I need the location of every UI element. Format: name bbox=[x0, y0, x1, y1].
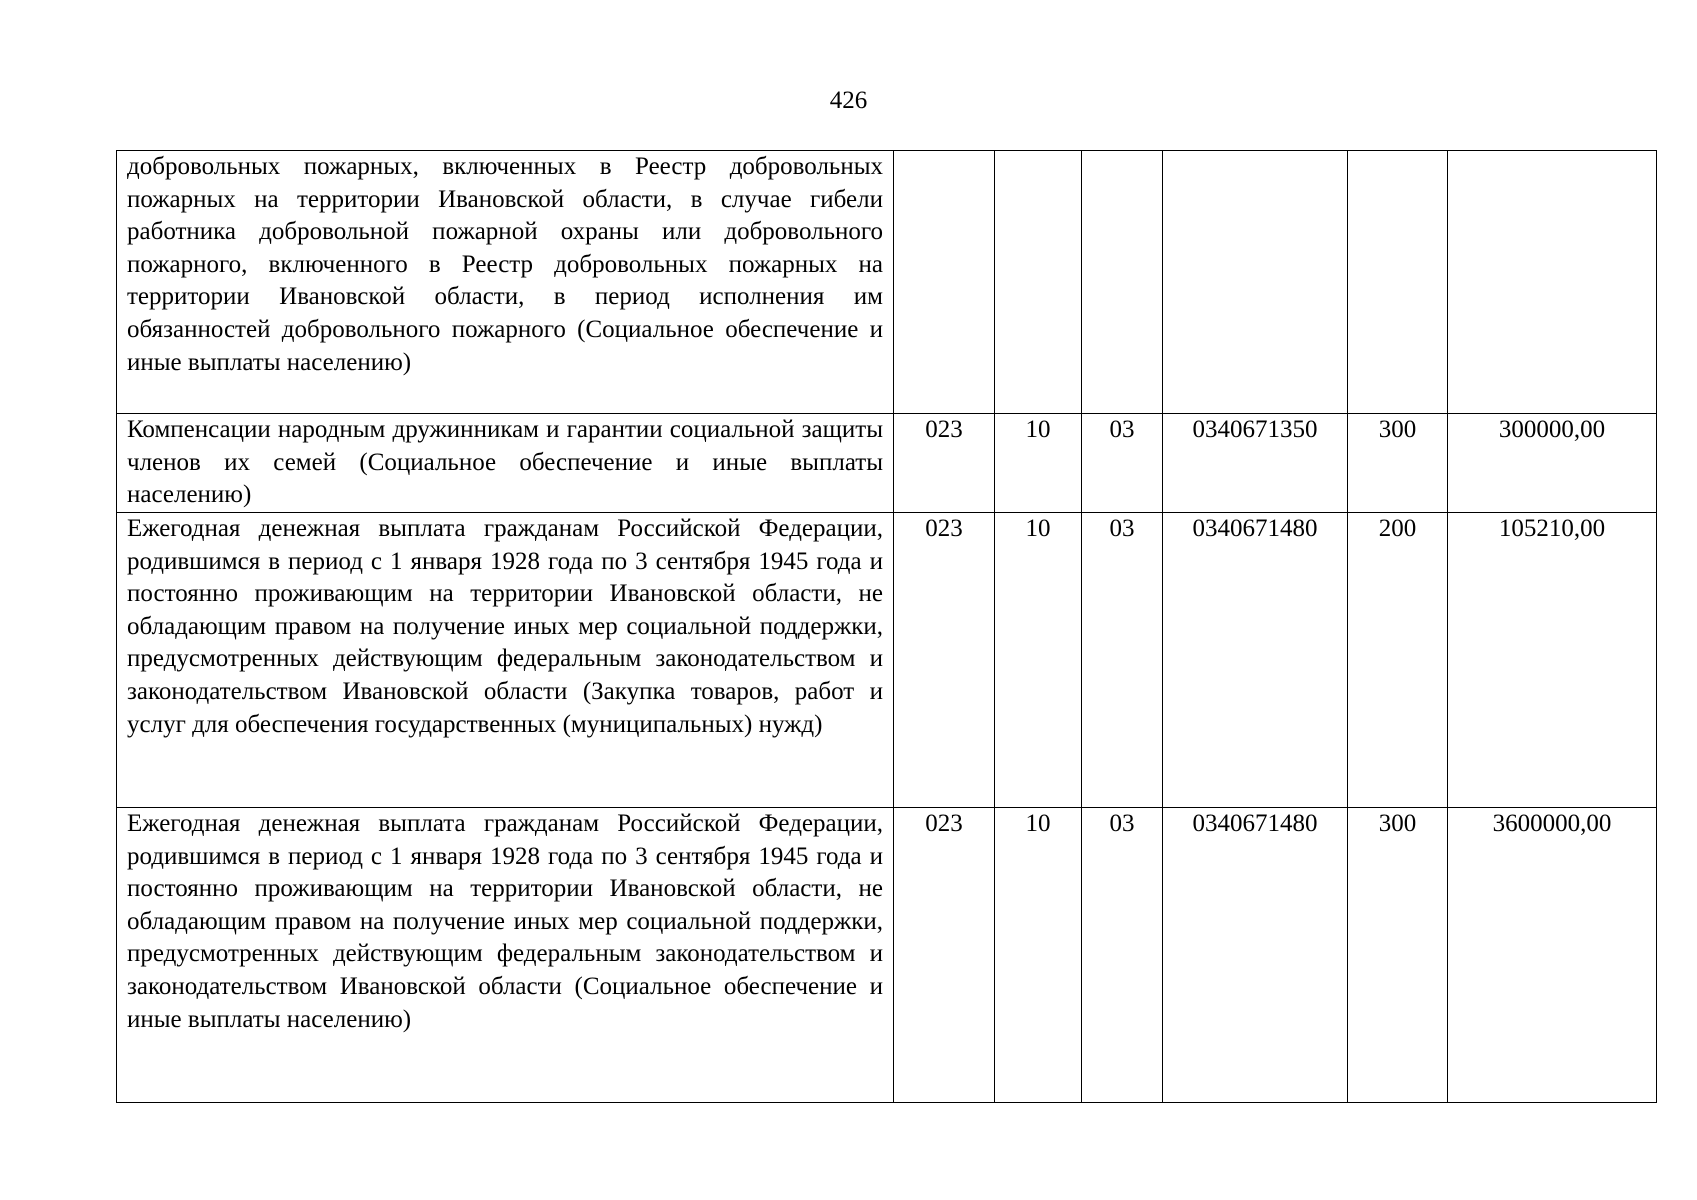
row-expense-type bbox=[1348, 151, 1448, 414]
row-target-article: 0340671480 bbox=[1163, 808, 1348, 1103]
row-expense-type: 300 bbox=[1348, 414, 1448, 513]
row-section-code bbox=[995, 151, 1082, 414]
row-amount bbox=[1448, 151, 1657, 414]
row-description: Ежегодная денежная выплата гражданам Российской Федерации, родившимся в период с 1 января 1928 года по 3 сентября 1945 года и постоянно проживающим на территории Ивановской области, не обладающим правом на получение иных мер социальной поддержки, предусмотренных действующим федеральным законодательством и законодательством Ивановской области (Социальное обеспечение и иные выплаты населению) bbox=[117, 808, 894, 1103]
page-number: 426 bbox=[829, 87, 868, 114]
row-subsection-code: 03 bbox=[1082, 808, 1163, 1103]
row-subsection-code: 03 bbox=[1082, 414, 1163, 513]
row-expense-type: 300 bbox=[1348, 808, 1448, 1103]
row-amount: 3600000,00 bbox=[1448, 808, 1657, 1103]
row-ministry-code: 023 bbox=[894, 414, 995, 513]
budget-table bbox=[116, 150, 1657, 1103]
table-row bbox=[117, 808, 1657, 1103]
row-subsection-code bbox=[1082, 151, 1163, 414]
row-target-article: 0340671350 bbox=[1163, 414, 1348, 513]
row-ministry-code: 023 bbox=[894, 513, 995, 808]
row-subsection-code: 03 bbox=[1082, 513, 1163, 808]
row-description: Компенсации народным дружинникам и гарантии социальной защиты членов их семей (Социальное обеспечение и иные выплаты населению) bbox=[117, 414, 894, 513]
row-section-code: 10 bbox=[995, 808, 1082, 1103]
row-description: Ежегодная денежная выплата гражданам Российской Федерации, родившимся в период с 1 января 1928 года по 3 сентября 1945 года и постоянно проживающим на территории Ивановской области, не обладающим правом на получение иных мер социальной поддержки, предусмотренных действующим федеральным законодательством и законодательством Ивановской области (Закупка товаров, работ и услуг для обеспечения государственных (муниципальных) нужд) bbox=[117, 513, 894, 808]
row-section-code: 10 bbox=[995, 414, 1082, 513]
row-description: добровольных пожарных, включенных в Реестр добровольных пожарных на территории Ивановской области, в случае гибели работника добровольной пожарной охраны или добровольного пожарного, включенного в Реестр добровольных пожарных на территории Ивановской области, в период исполнения им обязанностей добровольного пожарного (Социальное обеспечение и иные выплаты населению) bbox=[117, 151, 894, 414]
row-ministry-code bbox=[894, 151, 995, 414]
row-amount: 105210,00 bbox=[1448, 513, 1657, 808]
row-expense-type: 200 bbox=[1348, 513, 1448, 808]
row-target-article bbox=[1163, 151, 1348, 414]
row-target-article: 0340671480 bbox=[1163, 513, 1348, 808]
table-row bbox=[117, 513, 1657, 808]
row-amount: 300000,00 bbox=[1448, 414, 1657, 513]
row-section-code: 10 bbox=[995, 513, 1082, 808]
table-row bbox=[117, 151, 1657, 414]
row-ministry-code: 023 bbox=[894, 808, 995, 1103]
table-row bbox=[117, 414, 1657, 513]
